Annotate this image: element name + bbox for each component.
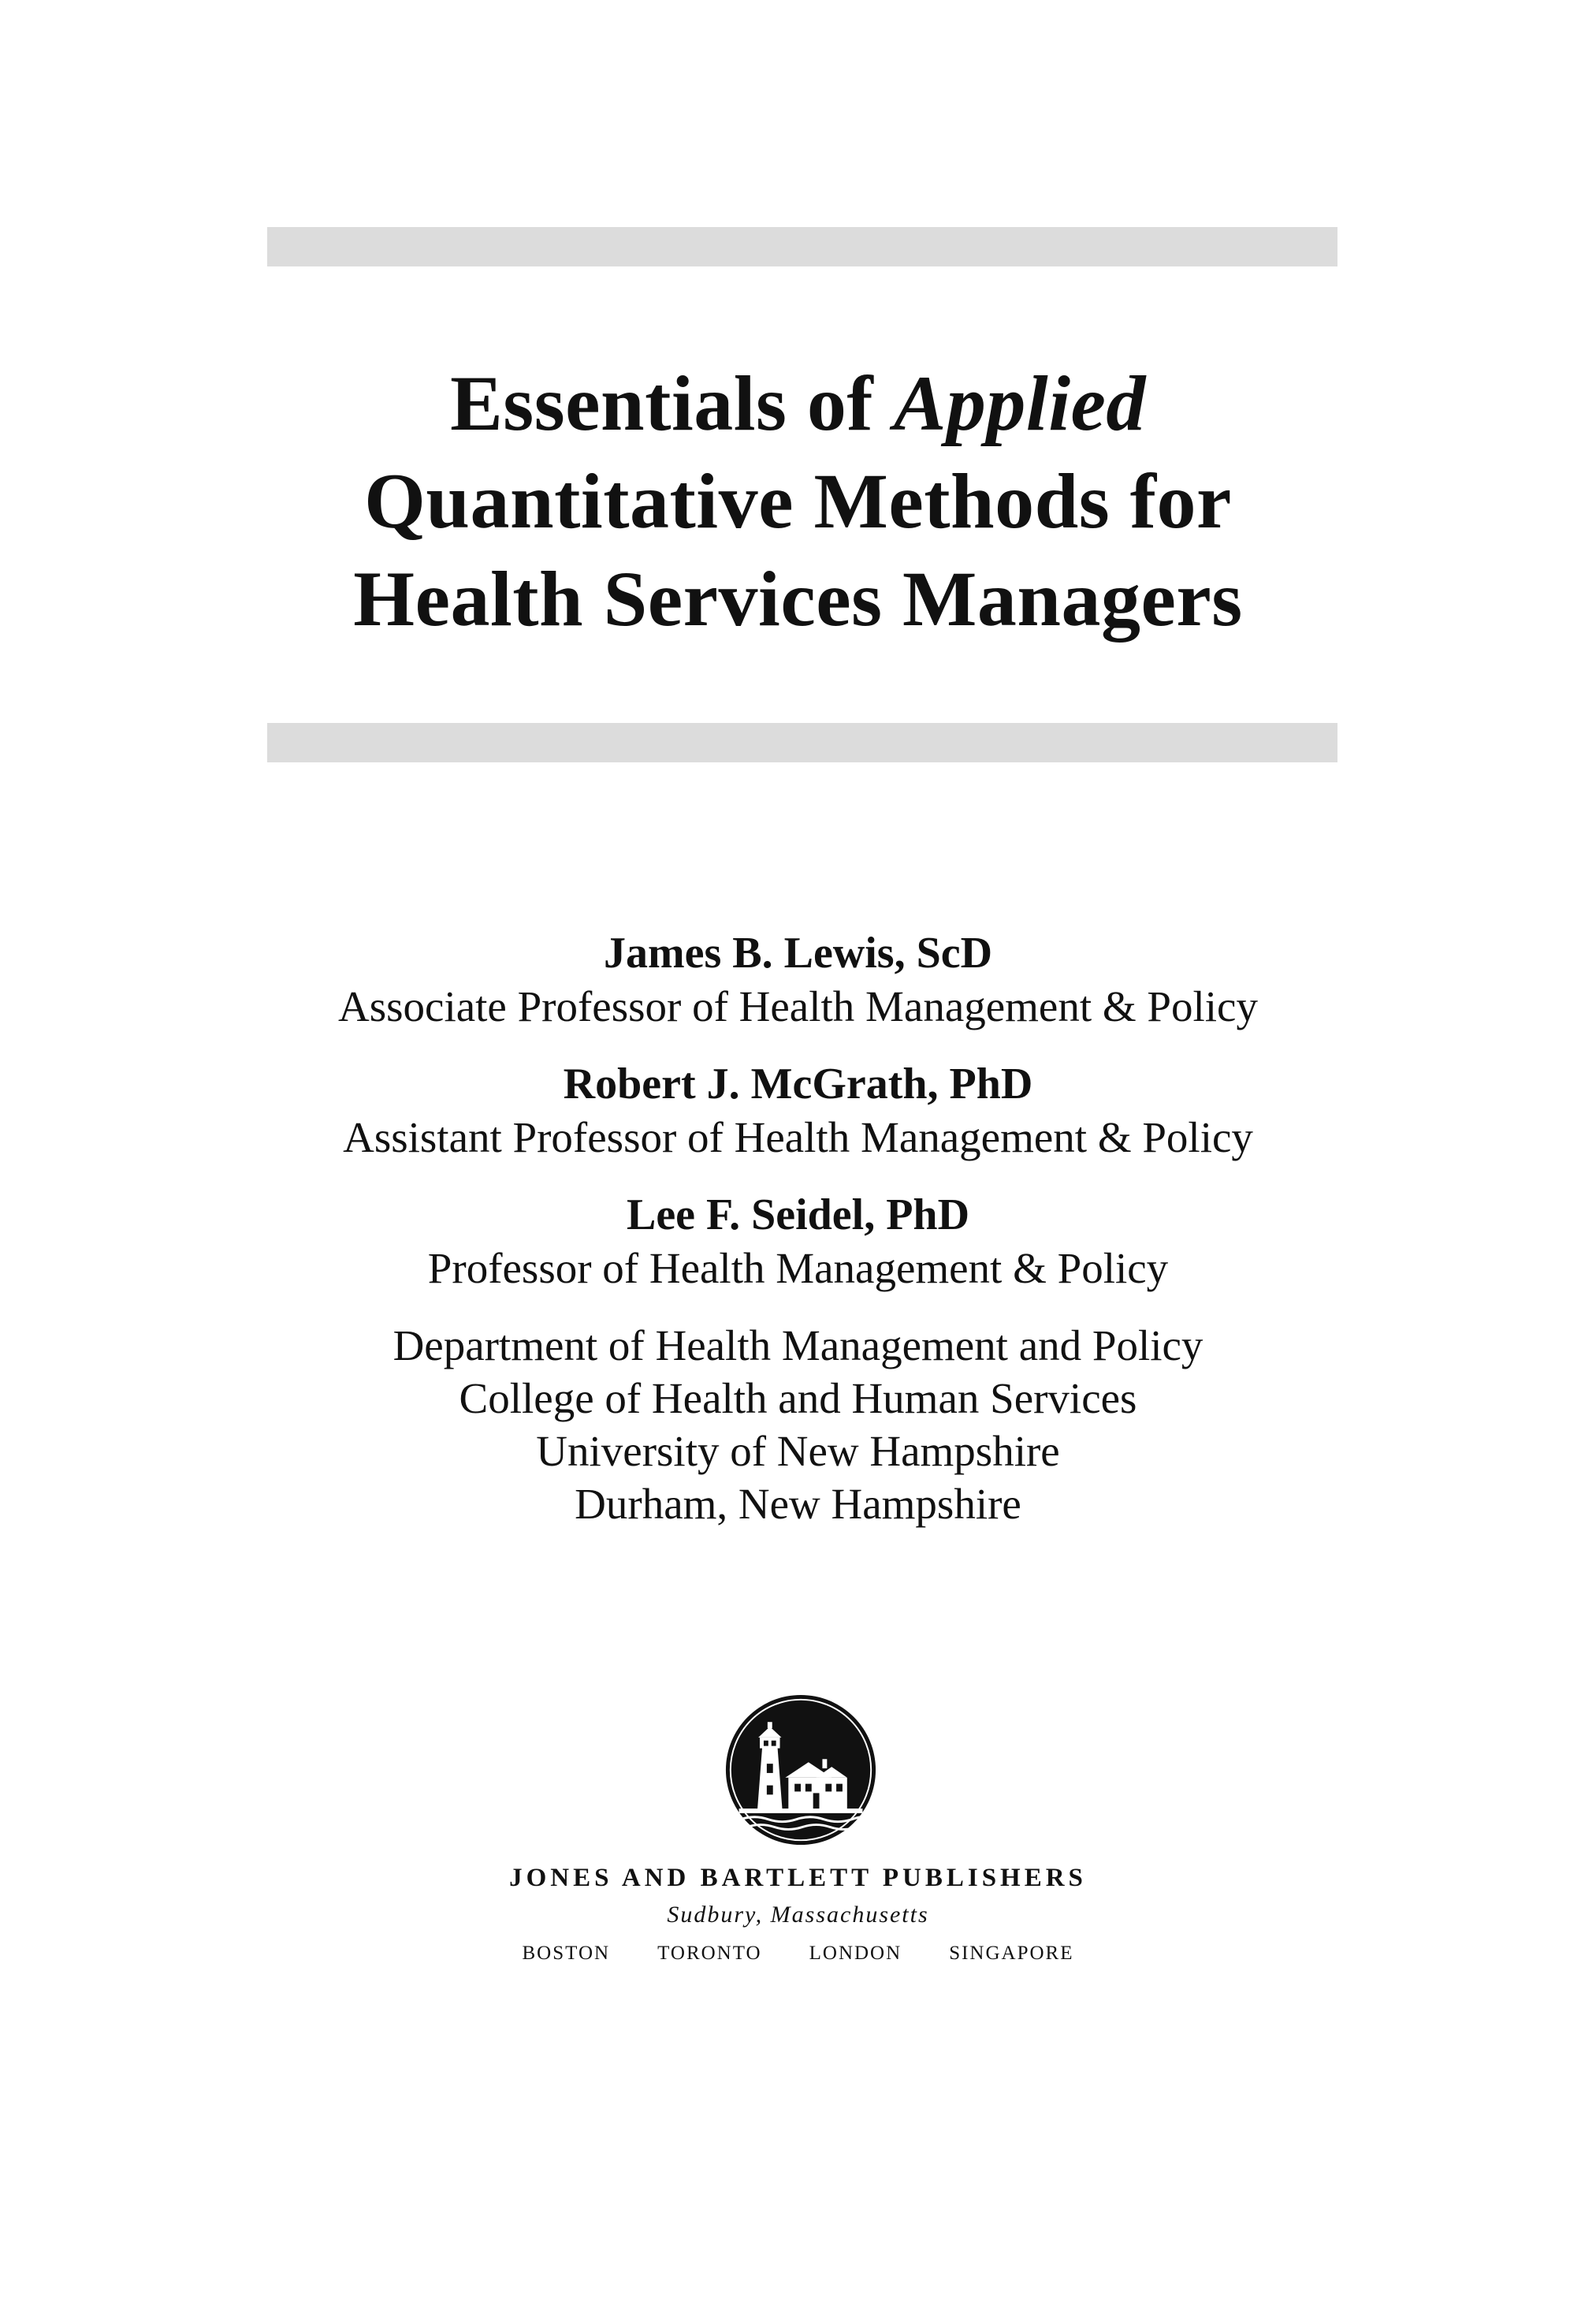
affiliation-university: University of New Hampshire xyxy=(536,1427,1060,1475)
author-name: Lee F. Seidel, PhD xyxy=(626,1190,970,1239)
title-emphasis: Applied xyxy=(893,359,1146,447)
city-label: LONDON xyxy=(809,1943,902,1964)
title-line-1: Essentials of Applied xyxy=(450,359,1146,447)
author-role: Assistant Professor of Health Management & Policy xyxy=(343,1113,1253,1161)
publisher-cities xyxy=(523,1939,1074,1968)
affiliation-college: College of Health and Human Services xyxy=(459,1374,1137,1422)
affiliation-location: Durham, New Hampshire xyxy=(575,1480,1021,1528)
city-label: SINGAPORE xyxy=(949,1943,1074,1964)
city-label: TORONTO xyxy=(657,1943,762,1964)
publisher-name: JONES AND BARTLETT PUBLISHERS xyxy=(509,1864,1087,1892)
author-entry xyxy=(0,926,1596,1034)
bottom-decorative-rule xyxy=(267,723,1337,762)
book-title xyxy=(0,355,1596,648)
author-name: James B. Lewis, ScD xyxy=(603,929,993,978)
affiliation xyxy=(0,1319,1596,1530)
top-decorative-rule xyxy=(267,227,1337,266)
author-entry xyxy=(0,1057,1596,1164)
title-line-3: Health Services Managers xyxy=(353,555,1243,643)
author-entry xyxy=(0,1188,1596,1295)
city-label: BOSTON xyxy=(522,1943,611,1964)
author-block xyxy=(0,926,1596,1530)
author-role: Professor of Health Management & Policy xyxy=(427,1244,1169,1292)
title-line-2: Quantitative Methods for xyxy=(364,457,1232,545)
affiliation-department: Department of Health Management and Policy xyxy=(392,1321,1204,1369)
author-name: Robert J. McGrath, PhD xyxy=(563,1060,1033,1108)
publisher-block xyxy=(0,1861,1596,1968)
lighthouse-seal-icon xyxy=(724,1693,878,1847)
publisher-location: Sudbury, Massachusetts xyxy=(667,1902,929,1928)
author-role: Associate Professor of Health Management & Policy xyxy=(338,982,1258,1030)
